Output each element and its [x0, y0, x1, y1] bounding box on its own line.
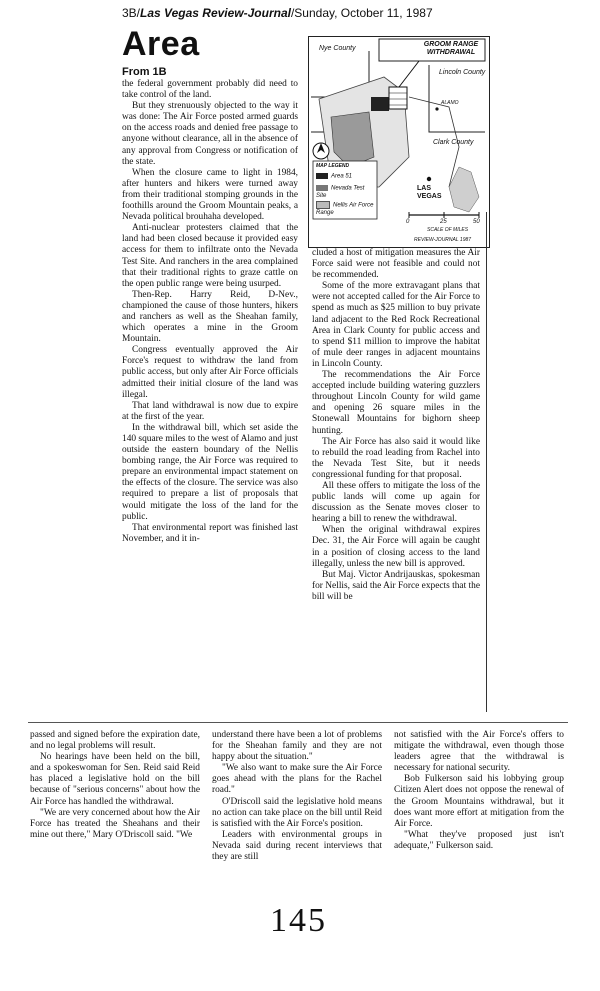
map-title-line1: GROOM RANGE: [423, 41, 479, 48]
handwritten-page-number: 145: [270, 902, 327, 939]
paragraph: "We are very concerned about how the Air Force has treated the Sheahans and their mine out there," Mary O'Driscoll said. "We: [30, 807, 200, 840]
paragraph: Then-Rep. Harry Reid, D-Nev., championed the cause of those hunters, hikers and ranchers as well as the Sheahan family, which operates a mine in the Groom Mountain.: [122, 289, 298, 345]
section-title: Area: [122, 25, 200, 63]
scale-label: SCALE OF MILES: [427, 227, 469, 233]
paragraph: But they strenuously objected to the way it was done: The Air Force posted armed guards on the access roads and denied free passage to anyone without clearance, all in the absence of any approval from Congress or notification of the state.: [122, 101, 298, 167]
paragraph: That environmental report was finished last November, and it in-: [122, 522, 298, 544]
paragraph: Bob Fulkerson said his lobbying group Citizen Alert does not oppose the renewal of the Groom Mountains withdrawal, but it does want more effort at mitigation from the Air Force.: [394, 774, 564, 829]
paragraph: not satisfied with the Air Force's offers to mitigate the withdrawal, even though those leaders agree that the withdrawal is necessary for national security.: [394, 730, 564, 774]
label-las-vegas: LAS VEGAS: [417, 185, 442, 200]
paragraph: "What they've proposed just isn't adequate," Fulkerson said.: [394, 829, 564, 851]
paragraph: Leaders with environmental groups in Nevada said during recent interviews that they are still: [212, 829, 382, 863]
area-51-swatch: [316, 173, 328, 179]
legend-area-51-label: Area 51: [331, 173, 353, 180]
label-lincoln-county: Lincoln County: [439, 69, 486, 76]
page-reference: 3B/: [122, 6, 141, 20]
label-clark-county: Clark County: [433, 139, 474, 146]
paragraph: Some of the more extravagant plans that were not accepted called for the Air Force to spend as much as $25 million to buy private land adjacent to the Red Rock Recreational Area in Clark County for public access and to spend $11 million to improve the habitat of mule deer ranges in adjacent mountains in Lincoln County.: [312, 281, 480, 369]
issue-date: /Sunday, October 11, 1987: [290, 6, 433, 20]
newspaper-name: Las Vegas Review-Journal: [140, 6, 291, 20]
paragraph: All these offers to mitigate the loss of the public lands will come up again for discussion as the Senate moves closer to hearing a bill to renew the withdrawal.: [312, 480, 480, 525]
scale-0: 0: [406, 219, 410, 225]
paragraph: Anti-nuclear protesters claimed that the land had been closed because it provided easy access for them to infiltrate onto the Nevada Test Site. And ranchers in the area complained that their traditional rights to graze cattle on the open public range were being usurped.: [122, 223, 298, 289]
article-column-4: [212, 730, 382, 863]
paragraph: the federal government probably did need to take control of the land.: [122, 79, 298, 101]
map-title-line2: WITHDRAWAL: [426, 49, 476, 56]
paragraph: When the original withdrawal expires Dec. 31, the Air Force will again be caught in a position of closing access to the land illegally, unless the new bill is approved.: [312, 525, 480, 569]
legend-test-site-label: Nevada Test Site: [316, 185, 365, 199]
paragraph: cluded a host of mitigation measures the Air Force said were not feasible and could not be recommended.: [312, 248, 480, 281]
groom-range-map: [308, 36, 490, 248]
continued-from: From 1B: [122, 66, 167, 78]
jump-divider: [28, 722, 568, 723]
article-column-5: [394, 730, 564, 852]
page-header: [122, 6, 582, 20]
paragraph: That land withdrawal is now due to expire at the first of the year.: [122, 400, 298, 422]
paragraph: When the closure came to light in 1984, after hunters and hikers were turned away from their traditional stomping grounds in the foothills around the Groom Mountain peaks, a Nevada political brouhaha developed.: [122, 167, 298, 223]
test-site-swatch: [316, 185, 328, 191]
article-column-2: [312, 248, 480, 603]
paragraph: No hearings have been held on the bill, and a spokeswoman for Sen. Reid said Reid has placed a legislative hold on the bill because of "serious concerns" about how the Air Force has handled the withdrawal.: [30, 752, 200, 807]
map-credit: REVIEW-JOURNAL 1987: [414, 237, 472, 243]
paragraph: The recommendations the Air Force accepted include building watering guzzlers throughout Lincoln County for wild game and opening 26 square miles in the Stonewall Mountains for bighorn sheep hunting.: [312, 370, 480, 436]
paragraph: In the withdrawal bill, which set aside the 140 square miles to the west of Alamo and just outside the eastern boundary of the Nellis bombing range, the Air Force was required to prepare an environmental impact statement on the effects of the closure. The service was also required to prepare a list of proposals that would mitigate the loss of the land for the public.: [122, 422, 298, 522]
article-column-1: [122, 79, 298, 545]
label-nye-county: Nye County: [319, 45, 356, 52]
legend-nellis-label: Nellis Air Force Range: [316, 202, 374, 216]
legend-header: MAP LEGEND: [316, 163, 350, 169]
article-column-3: [30, 730, 200, 841]
legend-test-site: [316, 185, 374, 200]
nellis-swatch: [316, 201, 330, 209]
paragraph: The Air Force has also said it would like to rebuild the road leading from Rachel into the Nevada Test Site, but it needs congressional funding for that proposal.: [312, 436, 480, 480]
label-alamo: ALAMO: [441, 100, 459, 106]
paragraph: Congress eventually approved the Air Force's request to withdraw the land from public access, but only after Air Force officials admitted their initial closure of the land was illegal.: [122, 345, 298, 400]
paragraph: passed and signed before the expiration date, and no legal problems will result.: [30, 730, 200, 752]
paragraph: But Maj. Victor Andrijauskas, spokesman for Nellis, said the Air Force expects that the bill will be: [312, 569, 480, 602]
scale-25: 25: [440, 219, 447, 225]
column-divider: [486, 212, 487, 712]
paragraph: understand there have been a lot of problems for the Sheahan family and they are not happy about the situation.": [212, 730, 382, 763]
paragraph: "We also want to make sure the Air Force goes ahead with the plans for the Rachel road.": [212, 763, 382, 796]
map-title: [421, 41, 481, 57]
legend-area-51: [316, 173, 352, 181]
scale-50: 50: [473, 219, 480, 225]
paragraph: O'Driscoll said the legislative hold means no action can take place on the bill until Reid is satisfied with the Air Force's position.: [212, 796, 382, 829]
legend-nellis: [316, 201, 374, 217]
